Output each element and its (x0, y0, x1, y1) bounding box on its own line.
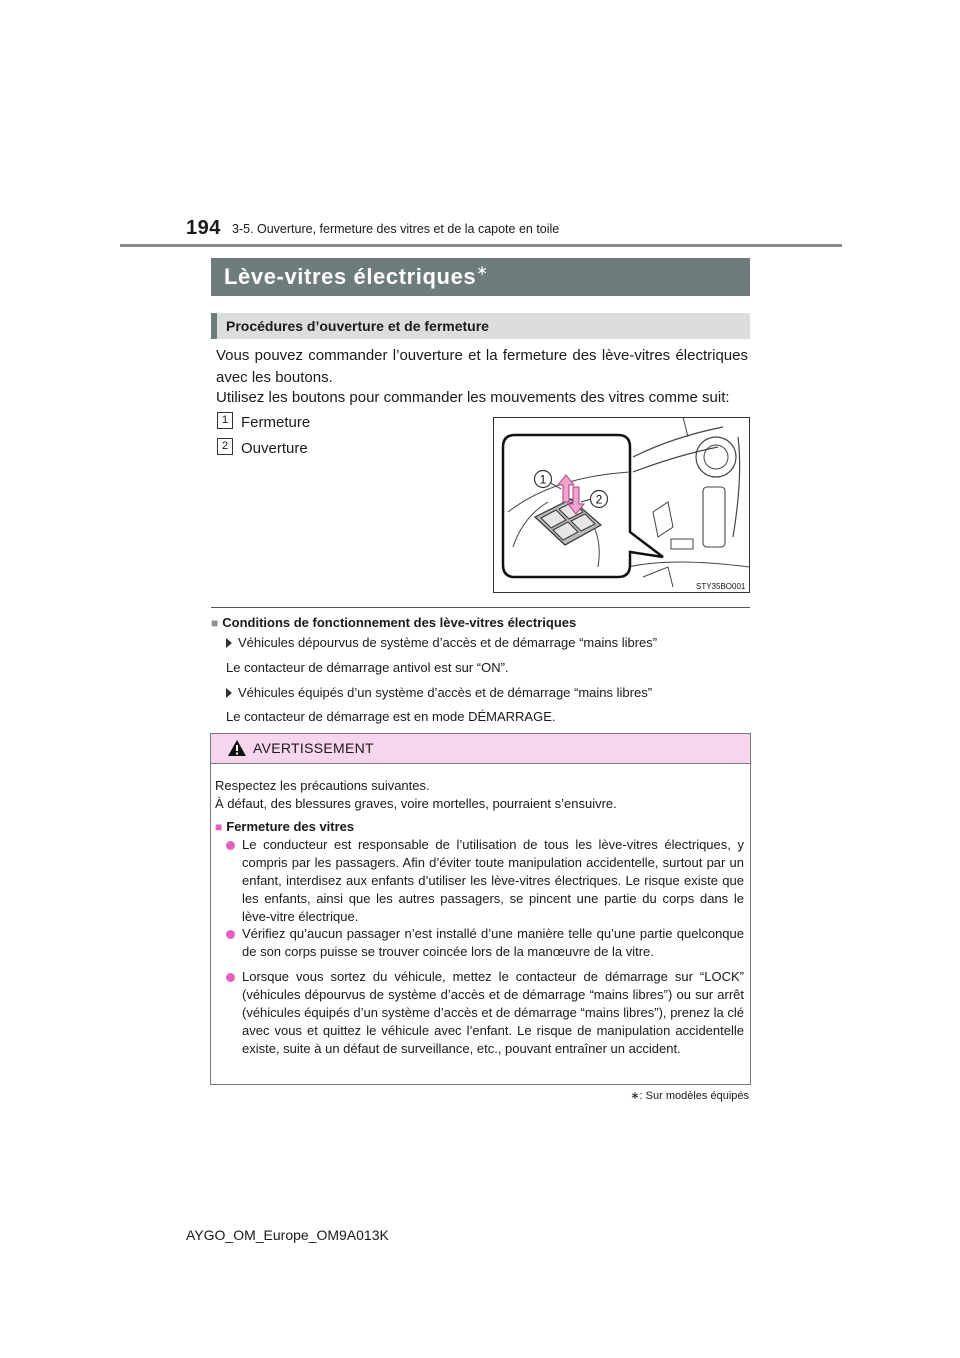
warning-bullet-3: Lorsque vous sortez du véhicule, mettez le contacteur de démarrage sur “LOCK” (véhicules dépourvus de système d’accès et de démarrage “mains libres”) ou sur arrêt (véhicules équipés d’un système d’accès et de démarrage “mains libres”), prenez la clé avec vous et quittez le véhicule avec l’enfant. Le risque de manipulation accidentelle existe, suite à un défaut de surveillance, etc., pouvant entraîner un accident. (242, 969, 744, 1056)
triangle-arrow-icon (226, 638, 232, 648)
step-number-2: 2 (217, 438, 233, 455)
square-bullet-icon: ■ (215, 820, 223, 834)
asterisk-mark: ∗ (476, 262, 489, 278)
warning-subheading-text: Fermeture des vitres (226, 819, 355, 834)
warning-subheading (215, 818, 354, 836)
header-rule (120, 244, 842, 247)
bullet-dot-icon (226, 930, 235, 939)
callout-2: 2 (595, 492, 603, 507)
step-number-1: 1 (217, 412, 233, 429)
variant-1-state: Le contacteur de démarrage antivol est sur “ON”. (226, 660, 509, 675)
variant-1-text: Véhicules dépourvus de système d’accès et de démarrage “mains libres” (238, 635, 658, 650)
page-number: 194 (186, 217, 221, 239)
step-label-closing: Fermeture (241, 414, 311, 431)
illustration-code: STY35BO001 (696, 582, 746, 591)
section-title (224, 264, 489, 290)
callout-1: 1 (539, 472, 547, 487)
intro-paragraph: Vous pouvez commander l’ouverture et la fermeture des lève-vitres électriques avec les boutons. (216, 347, 748, 386)
footnote: ∗: Sur modèles équipés (630, 1090, 749, 1102)
variant-without-smart-entry (226, 634, 657, 652)
instruction-paragraph: Utilisez les boutons pour commander les mouvements des vitres comme suit: (216, 389, 730, 406)
subsection-accent (211, 313, 217, 339)
conditions-rule (211, 607, 750, 608)
warning-bullet-1: Le conducteur est responsable de l’utilisation de tous les lève-vitres électriques, y compris par les passagers. Afin d’éviter toute manipulation accidentelle, surtout par un enfant, interdisez aux enfants d’utiliser les lève-vitres électriques. Le risque existe que les enfants, ainsi que les autres passagers, se pincent une partie du corps dans le lève-vitre électrique. (242, 837, 744, 924)
conditions-heading-text: Conditions de fonctionnement des lève-vitres électriques (222, 615, 577, 630)
warning-intro-1: Respectez les précautions suivantes. (215, 778, 430, 793)
warning-intro-2: À défaut, des blessures graves, voire mortelles, pourraient s’ensuivre. (215, 796, 617, 811)
variant-2-state: Le contacteur de démarrage est en mode DÉMARRAGE. (226, 709, 556, 724)
conditions-heading (211, 615, 576, 630)
square-bullet-icon: ■ (211, 616, 219, 630)
footer-doc-code: AYGO_OM_Europe_OM9A013K (186, 1227, 389, 1243)
subsection-title: Procédures d’ouverture et de fermeture (226, 318, 489, 334)
variant-with-smart-entry (226, 684, 652, 702)
bullet-dot-icon (226, 973, 235, 982)
warning-bullet-2: Vérifiez qu’aucun passager n’est installé d’une manière telle qu’une partie quelconque de son corps puisse se trouver coincée lors de la manœuvre de la vitre. (242, 926, 744, 959)
breadcrumb: 3-5. Ouverture, fermeture des vitres et de la capote en toile (232, 222, 560, 236)
warning-triangle-icon (227, 739, 247, 757)
window-switch-illustration (493, 417, 750, 593)
section-title-text: Lève-vitres électriques (224, 264, 477, 289)
warning-label: AVERTISSEMENT (253, 740, 374, 756)
triangle-arrow-icon (226, 688, 232, 698)
bullet-dot-icon (226, 841, 235, 850)
variant-2-text: Véhicules équipés d’un système d’accès et de démarrage “mains libres” (238, 685, 653, 700)
step-label-opening: Ouverture (241, 440, 308, 457)
